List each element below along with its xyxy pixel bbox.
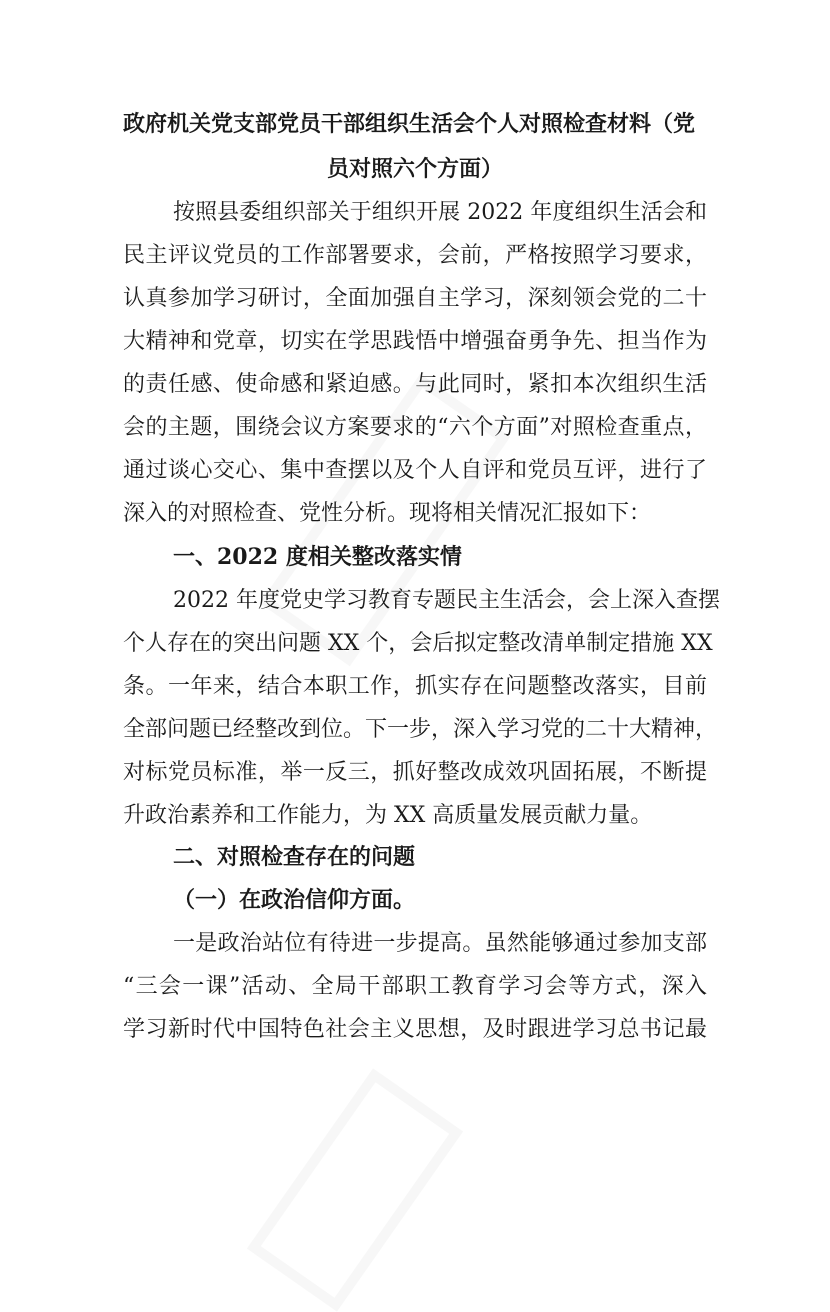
intro-line: 认真参加学习研讨，全面加强自主学习，深刻领会党的二十	[123, 286, 707, 311]
watermark-logo	[247, 1068, 463, 1311]
intro-line: 的责任感、使命感和紧迫感。与此同时，紧扣本次组织生活	[123, 372, 707, 397]
intro-line: 通过谈心交心、集中查摆以及个人自评和党员互评，进行了	[123, 458, 707, 483]
section-1-line: 对标党员标准，举一反三，抓好整改成效巩固拓展，不断提	[123, 760, 707, 785]
intro-line: 深入的对照检查、党性分析。现将相关情况汇报如下：	[123, 501, 652, 526]
document-title-line-2: 员对照六个方面）	[326, 156, 503, 182]
section-1-line: 升政治素养和工作能力，为 XX 高质量发展贡献力量。	[123, 803, 653, 828]
document-title-line-1: 政府机关党支部党员干部组织生活会个人对照检查材料（党	[123, 111, 696, 137]
section-1-heading: 一、2022 度相关整改落实情	[173, 544, 462, 570]
intro-line: 大精神和党章，切实在学思践悟中增强奋勇争先、担当作为	[123, 329, 707, 354]
section-1-line: 个人存在的突出问题 XX 个，会后拟定整改清单制定措施 XX	[123, 631, 713, 656]
section-2-line: “三会一课”活动、全局干部职工教育学习会等方式，深入	[123, 974, 707, 999]
section-1-line: 2022 年度党史学习教育专题民主生活会，会上深入查摆	[173, 588, 720, 613]
section-2-heading: 二、对照检查存在的问题	[173, 844, 416, 870]
intro-line: 民主评议党员的工作部署要求，会前，严格按照学习要求，	[123, 243, 707, 268]
section-2-line: 学习新时代中国特色社会主义思想，及时跟进学习总书记最	[123, 1017, 707, 1042]
section-2-line: 一是政治站位有待进一步提高。虽然能够通过参加支部	[173, 931, 707, 956]
section-2-subheading: （一）在政治信仰方面。	[173, 887, 416, 913]
intro-line: 会的主题，围绕会议方案要求的“六个方面”对照检查重点，	[123, 415, 707, 440]
section-1-line: 全部问题已经整改到位。下一步，深入学习党的二十大精神，	[123, 717, 718, 742]
section-1-line: 条。一年来，结合本职工作，抓实存在问题整改落实，目前	[123, 674, 707, 699]
intro-line: 按照县委组织部关于组织开展 2022 年度组织生活会和	[173, 200, 707, 225]
